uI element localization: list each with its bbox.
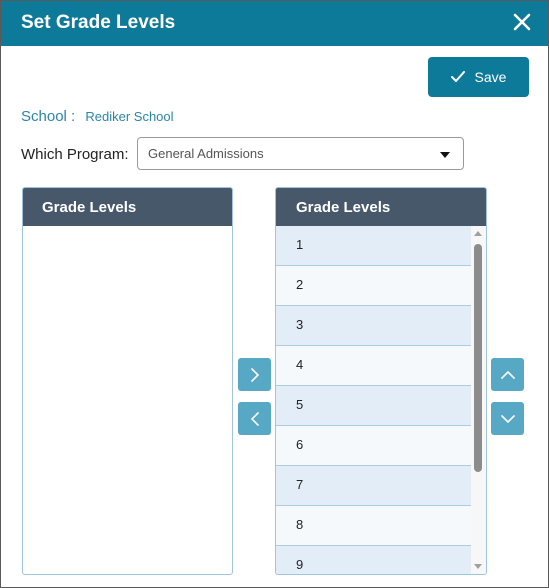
- available-grade-levels-list[interactable]: [22, 187, 233, 575]
- chevron-down-icon: [501, 413, 515, 425]
- school-label: School :: [21, 108, 76, 125]
- move-right-button[interactable]: [238, 358, 271, 391]
- save-button[interactable]: [428, 57, 529, 97]
- program-select-value: General Admissions: [148, 146, 264, 161]
- list-item[interactable]: 3: [276, 306, 472, 346]
- selected-list-header: [276, 188, 486, 226]
- list-item[interactable]: 8: [276, 506, 472, 546]
- available-list-header-label: Grade Levels: [42, 199, 137, 216]
- list-item[interactable]: 1: [276, 226, 472, 266]
- scroll-up-arrow-icon[interactable]: [474, 231, 482, 236]
- grade-level-rows: [276, 226, 472, 575]
- school-row: [21, 108, 174, 125]
- program-select[interactable]: [137, 137, 464, 170]
- chevron-right-icon: [249, 368, 261, 382]
- caret-down-icon: [440, 152, 450, 158]
- selected-grade-levels-list[interactable]: [275, 187, 487, 575]
- list-item[interactable]: 9: [276, 546, 472, 575]
- check-icon: [451, 71, 465, 83]
- school-name: Rediker School: [85, 109, 174, 124]
- chevron-up-icon: [501, 369, 515, 381]
- dialog-title: Set Grade Levels: [21, 12, 176, 33]
- available-list-header: [23, 188, 232, 226]
- move-down-button[interactable]: [491, 402, 524, 435]
- list-item[interactable]: 6: [276, 426, 472, 466]
- close-icon[interactable]: [510, 10, 534, 34]
- save-button-label: Save: [474, 69, 507, 85]
- selected-list-header-label: Grade Levels: [296, 199, 391, 216]
- list-item[interactable]: 5: [276, 386, 472, 426]
- scrollbar[interactable]: [471, 226, 486, 574]
- scrollbar-thumb[interactable]: [474, 244, 482, 472]
- list-item[interactable]: 4: [276, 346, 472, 386]
- list-item[interactable]: 7: [276, 466, 472, 506]
- program-label: Which Program:: [21, 146, 129, 163]
- dialog-titlebar: [1, 1, 548, 46]
- chevron-left-icon: [249, 412, 261, 426]
- move-up-button[interactable]: [491, 358, 524, 391]
- scroll-down-arrow-icon[interactable]: [474, 564, 482, 569]
- move-left-button[interactable]: [238, 402, 271, 435]
- list-item[interactable]: 2: [276, 266, 472, 306]
